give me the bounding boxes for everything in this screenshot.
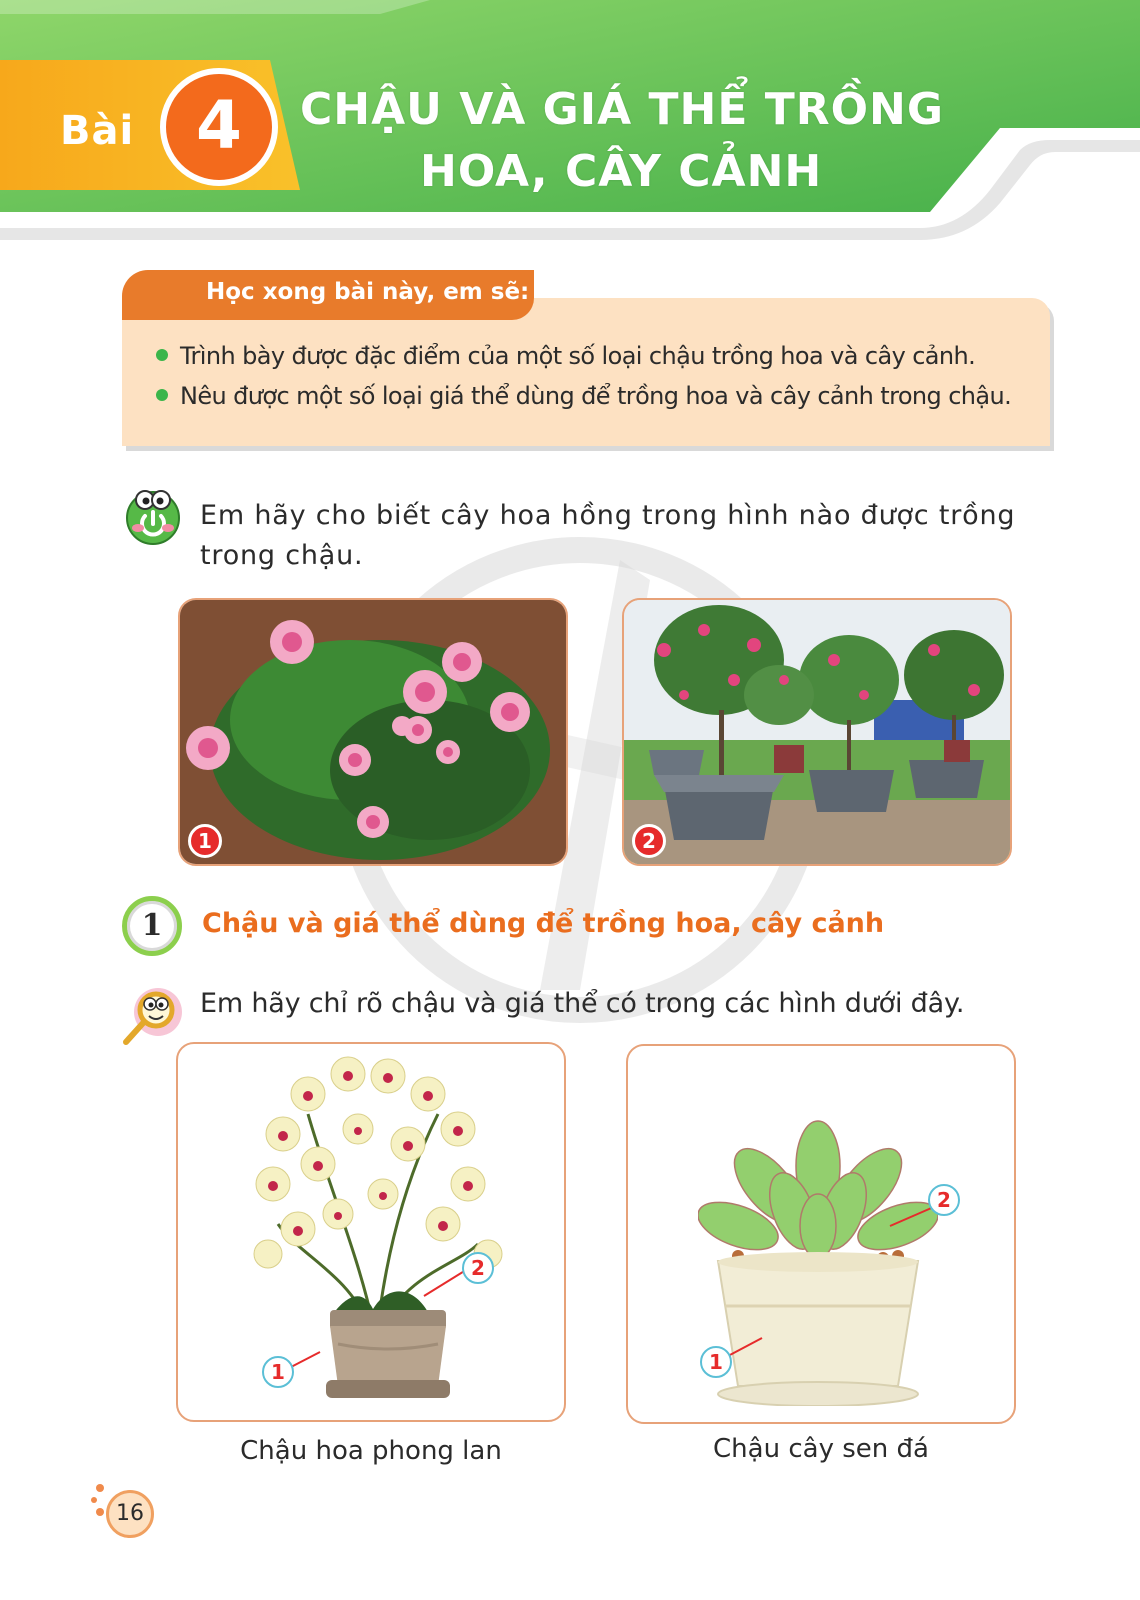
rose-bush-image [180,600,568,866]
caption-succulent: Chậu cây sen đá [713,1434,929,1464]
question-2-text: Em hãy chỉ rõ chậu và giá thể có trong các hình dưới đây. [200,988,965,1019]
succulent-callout-lines [628,1046,1018,1426]
succulent-callout-1: 1 [700,1346,732,1378]
figure-orchid-frame [176,1042,566,1422]
page-title-line-2: HOA, CÂY CẢNH [420,146,823,197]
objective-text: Trình bày được đặc điểm của một số loại chậu trồng hoa và cây cảnh. [180,342,976,370]
question-1-line-2: trong chậu. [200,540,364,571]
photo-rose-in-pots [622,598,1012,866]
lesson-label: Bài [60,108,135,154]
start-mascot-icon [118,478,188,548]
potted-roses-image [624,600,1012,866]
page-number: 16 [106,1490,154,1538]
figure-succulent-frame [626,1044,1016,1424]
section-title: Chậu và giá thể dùng để trồng hoa, cây cảnh [202,908,885,939]
lesson-number: 4 [160,68,278,186]
objectives-box [122,298,1050,446]
orchid-callout-1: 1 [262,1356,294,1388]
bullet-icon [156,349,168,361]
question-1-line-1: Em hãy cho biết cây hoa hồng trong hình nào được trồng [200,500,1016,531]
objective-text: Nêu được một số loại giá thể dùng để trồng hoa và cây cảnh trong chậu. [180,382,1012,410]
section-number: 1 [122,896,182,956]
bullet-icon [156,389,168,401]
objective-item [156,342,975,370]
objectives-heading: Học xong bài này, em sẽ: [206,279,530,305]
caption-orchid: Chậu hoa phong lan [240,1436,502,1466]
objective-item [156,382,1011,410]
page-title-line-1: CHẬU VÀ GIÁ THỂ TRỒNG [300,84,944,135]
magnifier-mascot-icon [118,978,188,1048]
photo-badge-1: 1 [188,824,222,858]
photo-rose-in-ground [178,598,568,866]
succulent-callout-2: 2 [928,1184,960,1216]
orchid-callout-2: 2 [462,1252,494,1284]
photo-badge-2: 2 [632,824,666,858]
orchid-callout-lines [178,1044,568,1424]
